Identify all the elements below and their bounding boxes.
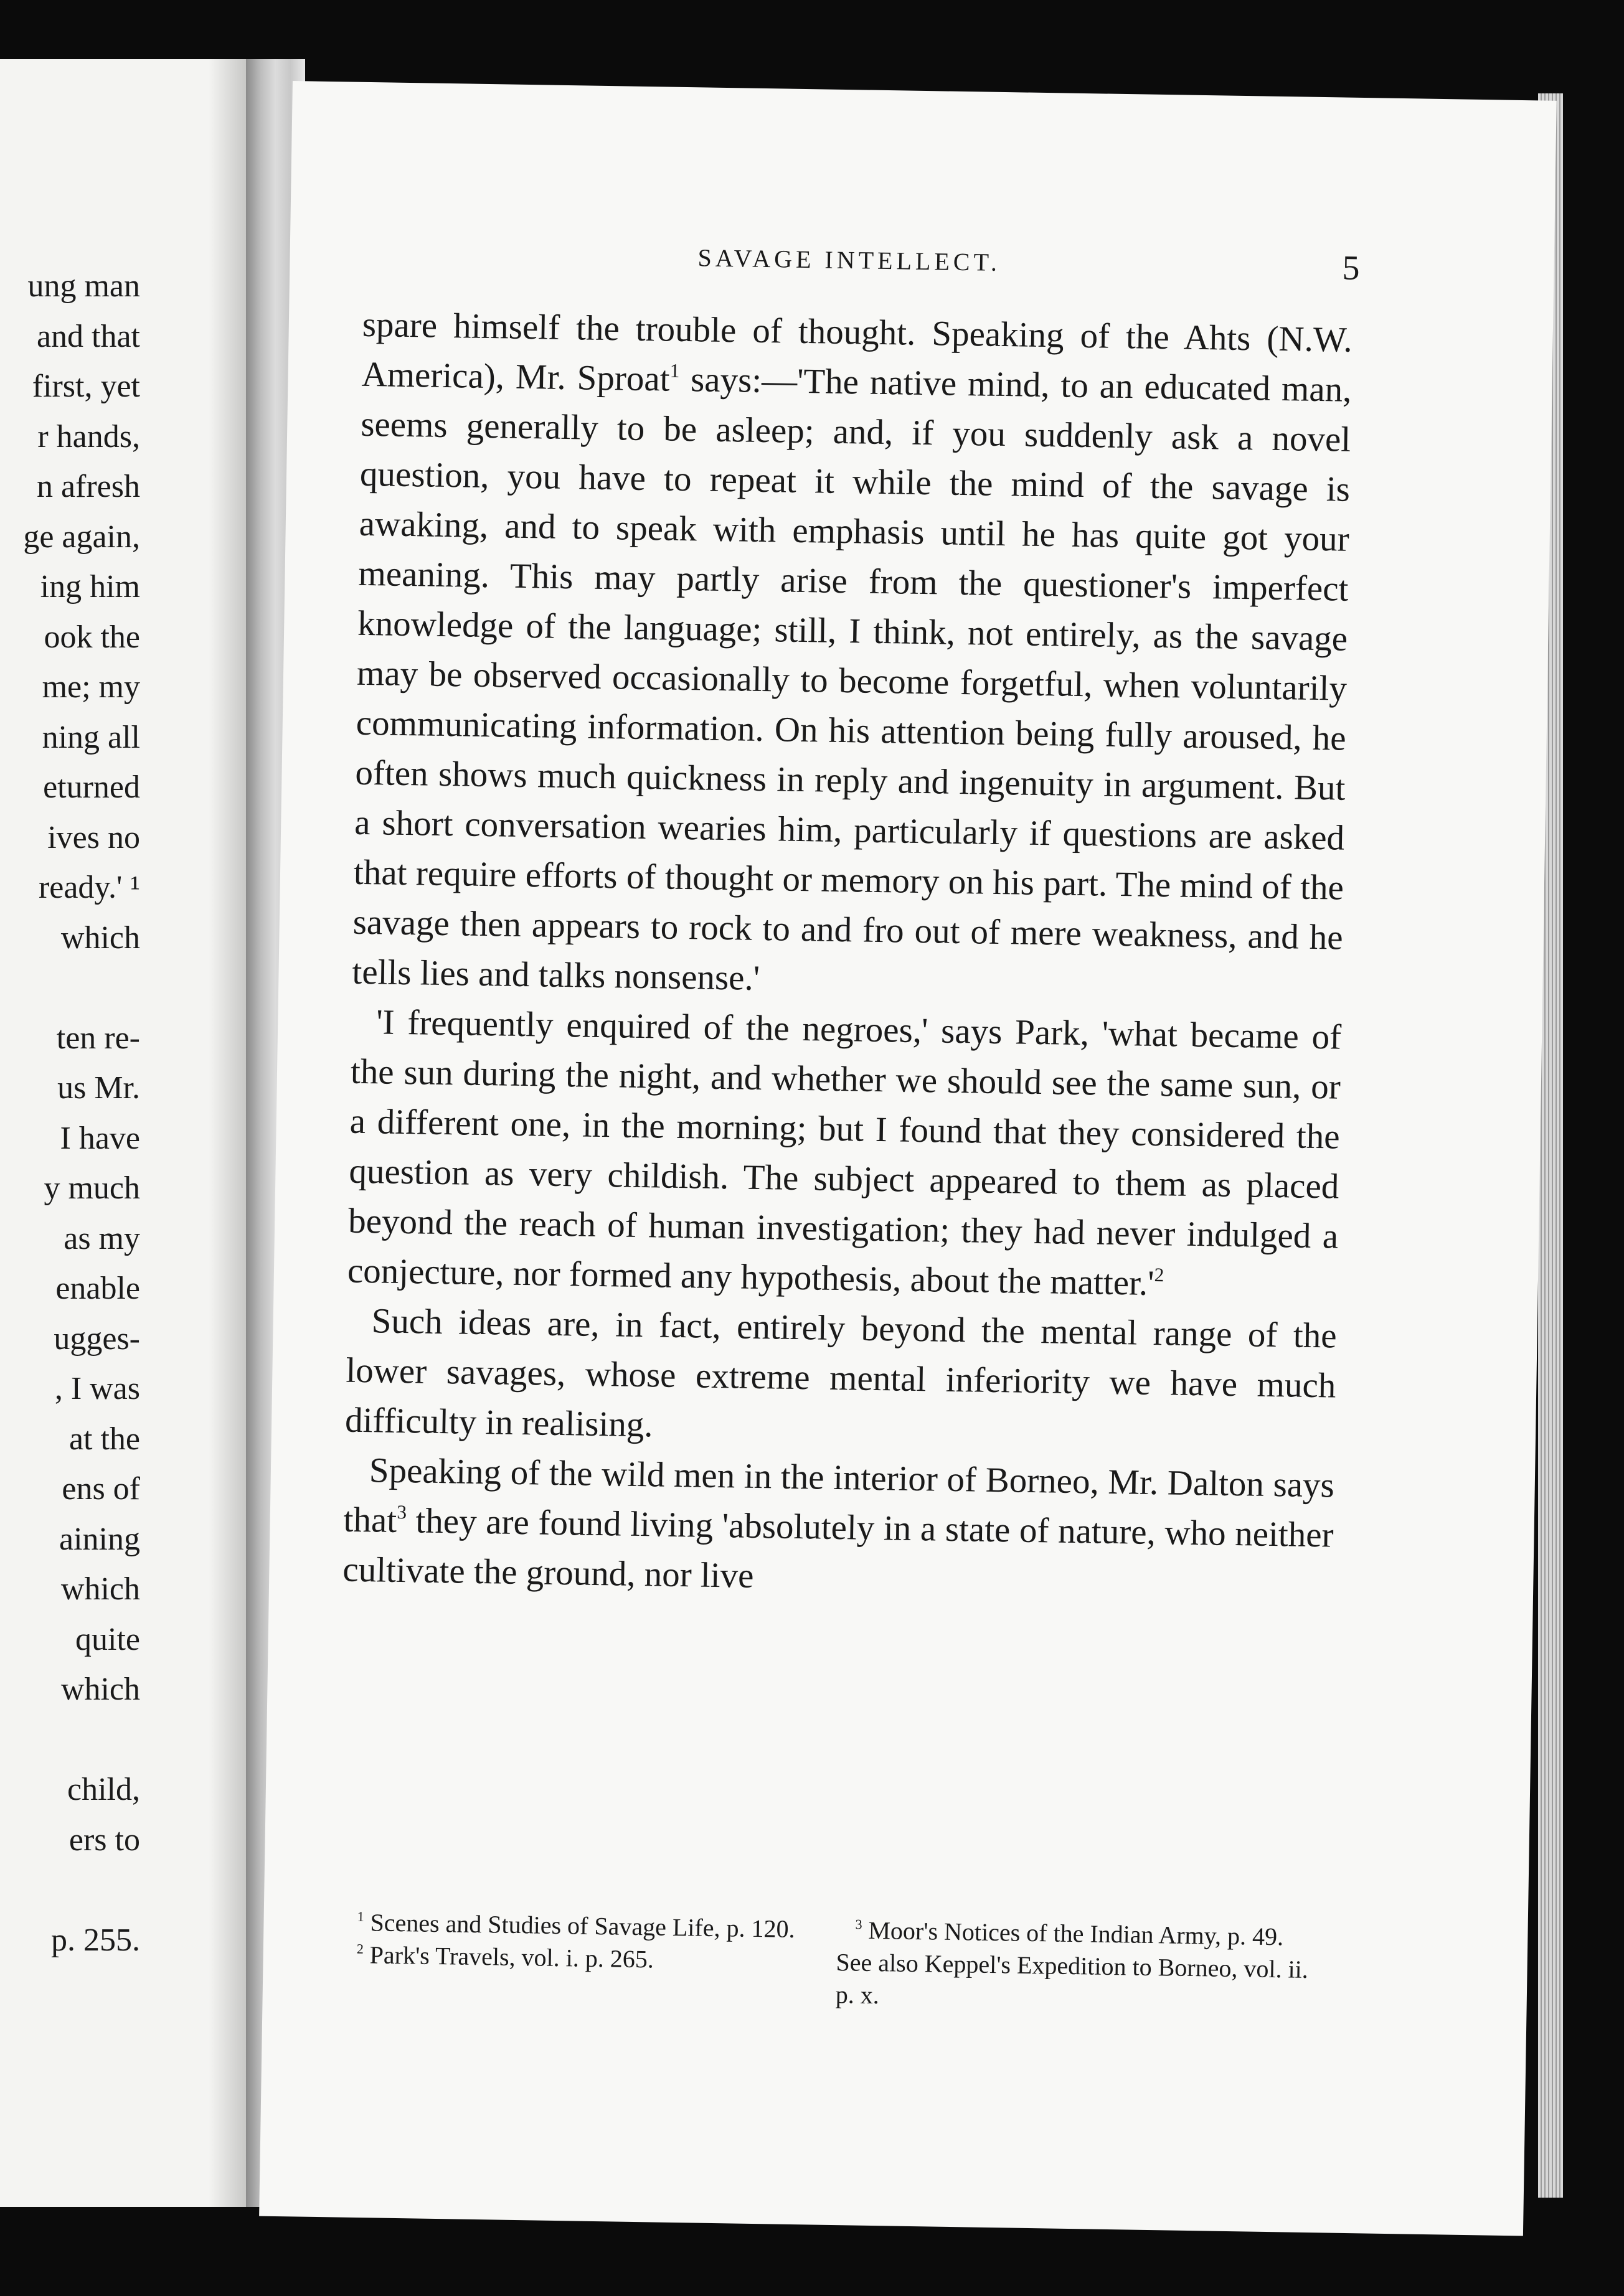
footnotes-left (338, 1906, 800, 1978)
left-page-line: aining (59, 1521, 140, 1557)
left-page-line: p. 255. (51, 1922, 140, 1958)
body-text (342, 300, 1353, 1611)
footnote: $^1$ Scenes and Studies of Savage Life, p. 120. (357, 1908, 795, 1944)
left-page-line: enable (55, 1271, 140, 1306)
footnote: $^2$ Park's Travels, vol. i. p. 265. (356, 1941, 654, 1974)
footnotes-right (835, 1914, 1310, 2018)
right-page (259, 81, 1557, 2236)
left-page-line: us Mr. (57, 1070, 140, 1106)
left-page-line: ook the (44, 619, 140, 655)
left-page-line: which (60, 920, 140, 956)
left-page-line: quite (75, 1621, 140, 1657)
running-head: SAVAGE INTELLECT. (697, 243, 1001, 276)
left-page-line: which (60, 1672, 140, 1707)
left-page-line: eturned (43, 769, 140, 805)
paragraph: Such ideas are, in fact, entirely beyond the mental range of the lower savages, whose extreme mental inferiority we have much difficulty in realising. (344, 1301, 1338, 1445)
left-page-line: at the (68, 1421, 140, 1457)
page-number: 5 (1342, 248, 1360, 288)
left-page-line: first, yet (32, 369, 140, 404)
left-page-line: , I was (54, 1371, 140, 1406)
paragraph: spare himself the trouble of thought. Speaking of the Ahts (N.W. America), Mr. Sproat$^1$ says:—'The native mind, to an educated man, seems generally to be asleep; and, if you suddenly ask a novel question, you have to repeat it while the mind of the savage is awaking, and to speak with emphasis until he has quite got your meaning. This may partly arise from the questioner's imperfect knowledge of the language; still, I think, not entirely, as the savage may be observed occasionally to become forgetful, when voluntarily communicating information. On his attention being fully aroused, he often shows much quickness in reply and ingenuity in argument. But a short conversation wearies him, particularly if questions are asked that require efforts of thought or memory on his part. The mind of the savage then appears to rock to and fro out of mere weakness, and he tells lies and talks nonsense.' (352, 304, 1353, 998)
paragraph: Speaking of the wild men in the interior of Borneo, Mr. Dalton says that$^3$ they are found living 'absolutely in a state of nature, who neither cultivate the ground, nor live (342, 1451, 1335, 1596)
left-page-line: ge again, (23, 519, 140, 555)
left-page-line: ung man (27, 268, 140, 304)
footnote-ref: 2 (1154, 1264, 1164, 1286)
left-page-line: ugges- (54, 1320, 140, 1357)
left-page-line: me; my (42, 669, 140, 705)
left-page (0, 59, 246, 2207)
left-page-line: child, (67, 1772, 140, 1807)
left-page-shadow (209, 59, 246, 2207)
left-page-line: ning all (42, 719, 140, 755)
left-page-line: ready.' ¹ (38, 870, 140, 905)
left-page-line: ing him (40, 569, 140, 605)
left-page-line: ens of (62, 1471, 140, 1507)
left-page-line: ives no (47, 819, 140, 855)
footnote-ref: 3 (397, 1500, 407, 1523)
left-page-line: ers to (68, 1822, 140, 1858)
left-page-line: r hands, (37, 418, 140, 454)
footnote-ref: 1 (669, 359, 680, 382)
footnote: $^3$ Moor's Notices of the Indian Army, p. 49. See also Keppel's Expedition to Borneo, vol. ii. p. x. (835, 1916, 1309, 2010)
left-page-line: as my (64, 1220, 140, 1256)
left-page-line: y much (44, 1170, 140, 1206)
paragraph: 'I frequently enquired of the negroes,' says Park, 'what became of the sun during the night, and whether we should see the same sun, or a different one, in the morning; but I found that they considered the question as very childish. The subject appeared to them as placed beyond the reach of human investigation; they had never indulged a conjecture, nor formed any hypothesis, about the $matter.'^2$ (347, 1002, 1342, 1303)
left-page-line: I have (60, 1120, 140, 1156)
left-page-line: n afresh (36, 469, 140, 504)
left-page-line: ten re- (56, 1020, 140, 1056)
left-page-line: which (60, 1571, 140, 1607)
left-page-line: and that (36, 318, 140, 354)
